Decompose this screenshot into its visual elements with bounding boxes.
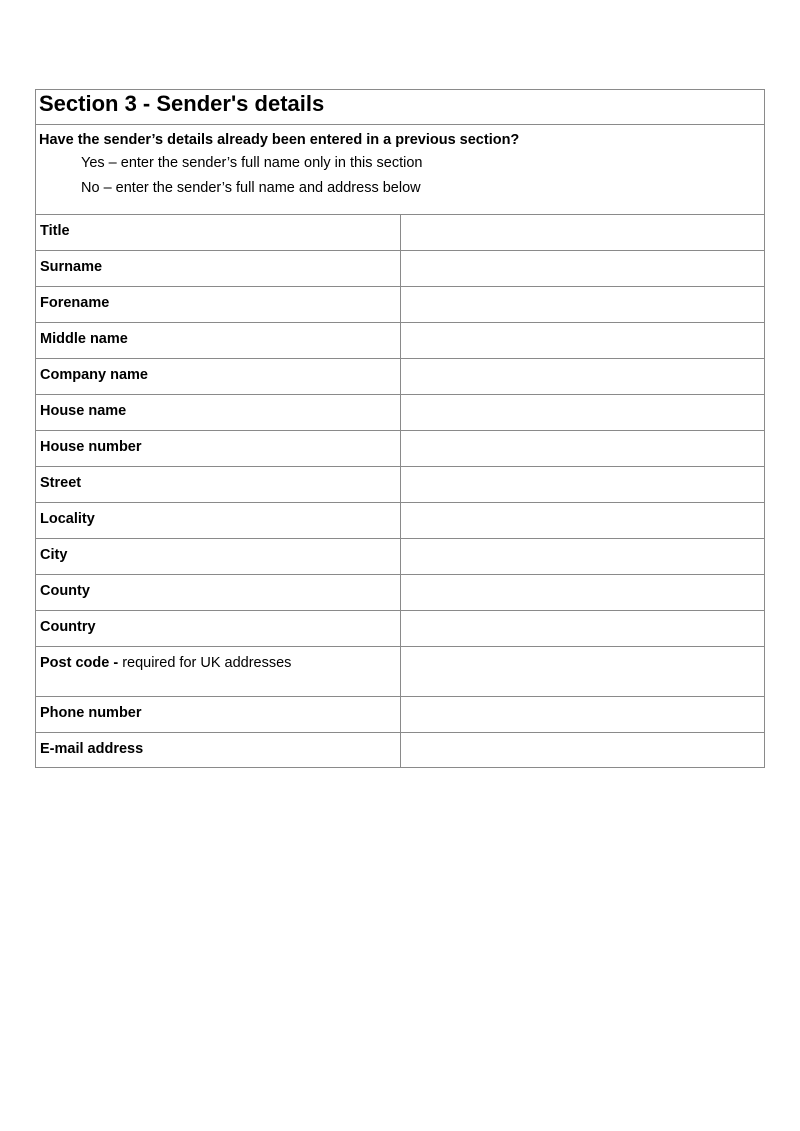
field-label-cell: [36, 539, 401, 575]
field-label-forename: Forename: [40, 295, 110, 311]
field-value-house-number[interactable]: [400, 431, 765, 467]
section-header-row: [36, 90, 765, 125]
field-label-company-name: Company name: [40, 367, 148, 383]
field-label-cell: [36, 575, 401, 611]
field-label-locality: Locality: [40, 511, 95, 527]
option-yes: Yes – enter the sender’s full name only in this section: [81, 155, 423, 171]
field-label-cell: [36, 251, 401, 287]
field-value-phone-number[interactable]: [400, 697, 765, 733]
field-row-surname: [36, 251, 765, 287]
field-label-middle-name: Middle name: [40, 331, 128, 347]
field-row-middle-name: [36, 323, 765, 359]
field-label-county: County: [40, 583, 90, 599]
field-label-cell: [36, 287, 401, 323]
field-label-cell: [36, 395, 401, 431]
field-row-post-code: [36, 647, 765, 697]
field-label-cell: [36, 503, 401, 539]
field-label-cell: [36, 611, 401, 647]
field-label-cell: [36, 323, 401, 359]
field-label-surname: Surname: [40, 259, 103, 275]
field-value-street[interactable]: [400, 467, 765, 503]
field-value-post-code[interactable]: [400, 647, 765, 697]
field-label-street: Street: [40, 475, 82, 491]
field-value-city[interactable]: [400, 539, 765, 575]
field-label-phone-number: Phone number: [40, 705, 142, 721]
field-label-post-code: Post code -: [40, 655, 123, 671]
field-value-forename[interactable]: [400, 287, 765, 323]
field-row-company-name: [36, 359, 765, 395]
option-no: No – enter the sender’s full name and address below: [81, 180, 421, 196]
field-row-country: [36, 611, 765, 647]
field-row-forename: [36, 287, 765, 323]
section-title: Section 3 - Sender's details: [39, 91, 325, 116]
question-text: Have the sender’s details already been entered in a previous section?: [39, 132, 520, 148]
field-label-house-name: House name: [40, 403, 127, 419]
field-label-country: Country: [40, 619, 96, 635]
field-label-house-number: House number: [40, 439, 142, 455]
field-row-house-number: [36, 431, 765, 467]
question-row: [36, 125, 765, 215]
field-row-street: [36, 467, 765, 503]
field-row-locality: [36, 503, 765, 539]
section-header-cell: [36, 90, 765, 125]
field-row-city: [36, 539, 765, 575]
field-label-cell: [36, 215, 401, 251]
field-label-email-address: E-mail address: [40, 741, 144, 757]
field-value-locality[interactable]: [400, 503, 765, 539]
field-value-country[interactable]: [400, 611, 765, 647]
field-label-city: City: [40, 547, 68, 563]
field-label-cell: [36, 467, 401, 503]
field-value-email-address[interactable]: [400, 733, 765, 768]
field-value-house-name[interactable]: [400, 395, 765, 431]
field-row-phone-number: [36, 697, 765, 733]
field-row-email-address: [36, 733, 765, 768]
field-hint-post-code: required for UK addresses: [122, 655, 292, 671]
field-value-title[interactable]: [400, 215, 765, 251]
field-row-title: [36, 215, 765, 251]
field-label-cell: [36, 359, 401, 395]
field-value-company-name[interactable]: [400, 359, 765, 395]
field-value-surname[interactable]: [400, 251, 765, 287]
field-row-house-name: [36, 395, 765, 431]
question-cell: [36, 125, 765, 215]
field-value-county[interactable]: [400, 575, 765, 611]
field-label-cell: [36, 733, 401, 768]
field-value-middle-name[interactable]: [400, 323, 765, 359]
field-label-cell: [36, 647, 401, 697]
field-row-county: [36, 575, 765, 611]
field-label-cell: [36, 697, 401, 733]
sender-details-form: [35, 89, 765, 768]
field-label-cell: [36, 431, 401, 467]
field-label-title: Title: [40, 223, 70, 239]
